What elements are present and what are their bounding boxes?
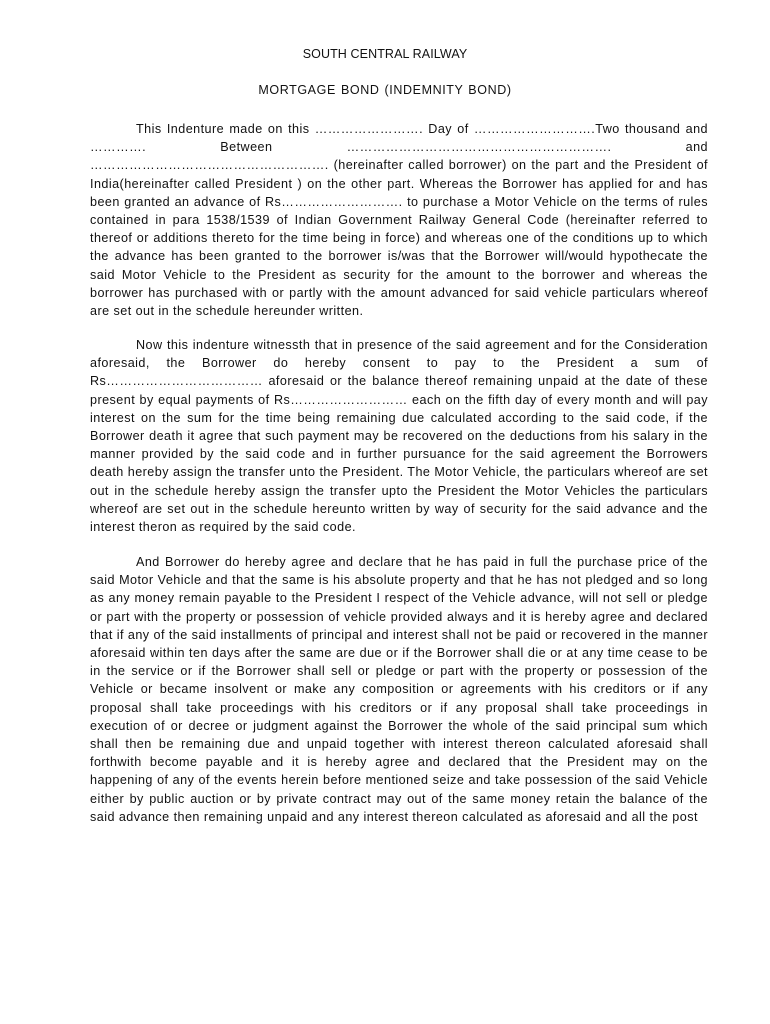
paragraph-text: And Borrower do hereby agree and declare that he has paid in full the purchase price of the said Motor Vehicle and that the same is his absolute property and that he has not pledged and so long as any money remain payable to the President I respect of the Vehicle advance, will not sell or pledge or part with the property or possession of vehicle provided always and it is hereby agree and declared that if any of the said installments of principal and interest shall not be paid or recovered in the manner aforesaid within ten days after the same are due or if the Borrower shall die or at any time cease to be in the service or if the Borrower shall sell or pledge or part with the property or possession of the Vehicle or became insolvent or make any composition or agreements with his creditors or if any proposal shall take proceedings with his creditors or if any proposal shall take proceedings in execution of or decree or judgment against the Borrower the whole of the said principal sum which shall then be remaining due and unpaid together with interest thereon calculated aforesaid shall forthwith become payable and it is hereby agree and declared that the President may on the happening of any of the events herein before mentioned seize and take possession of the said Vehicle either by public auction or by private contract may out of the same money retain the balance of the said advance then remaining unpaid and any interest thereon calculated as aforesaid and all the post (90, 555, 708, 824)
railway-heading: SOUTH CENTRAL RAILWAY (302, 47, 468, 61)
paragraph-witnesseth (90, 336, 708, 536)
paragraph-text: Now this indenture witnessth that in presence of the said agreement and for the Consideration aforesaid, the Borrower do hereby consent to pay to the President a sum of Rs……………………………… aforesaid or the balance thereof remaining unpaid at the date of these present by equal payments of Rs……………………… each on the fifth day of every month and will pay interest on the sum for the time being remaining due calculated according to the said code, if the Borrower death it agree that such payment may be recovered on the deductions from his salary in the manner provided by the said code and in further pursuance for the said agreement the Borrowers death hereby assign the transfer unto the President. The Motor Vehicle, the particulars whereof are set out in the schedule hereby assign the transfer upto the President the Motor Vehicles the particulars whereof are set out in the schedule hereunto written by way of security for the said advance and the interest theron as required by the said code. (90, 338, 708, 535)
document-title: MORTGAGE BOND (INDEMNITY BOND) (258, 83, 512, 97)
paragraph-declaration (90, 553, 708, 826)
paragraph-indenture (90, 120, 708, 320)
paragraph-text: This Indenture made on this ……………………. Day of ……………………….Two thousand and …………. Between ……………………………………………………. and ………………………………………………. (hereinafter called borrower) on the part and the President of India(hereinafter called President ) on the other part. Whereas the Borrower has applied for and has been granted an advance of Rs………………………. to purchase a Motor Vehicle on the terms of rules contained in para 1538/1539 of Indian Government Railway General Code (hereinafter referred to thereof or additions thereto for the time being in force) and whereas one of the conditions up to which the advance has been granted to the borrower is/was that the Borrower will/would hypothecate the said Motor Vehicle to the President as security for the amount to the borrower and whereas the borrower has purchased with or partly with the amount advanced for said vehicle particulars whereof are set out in the schedule hereunder written. (90, 122, 708, 319)
